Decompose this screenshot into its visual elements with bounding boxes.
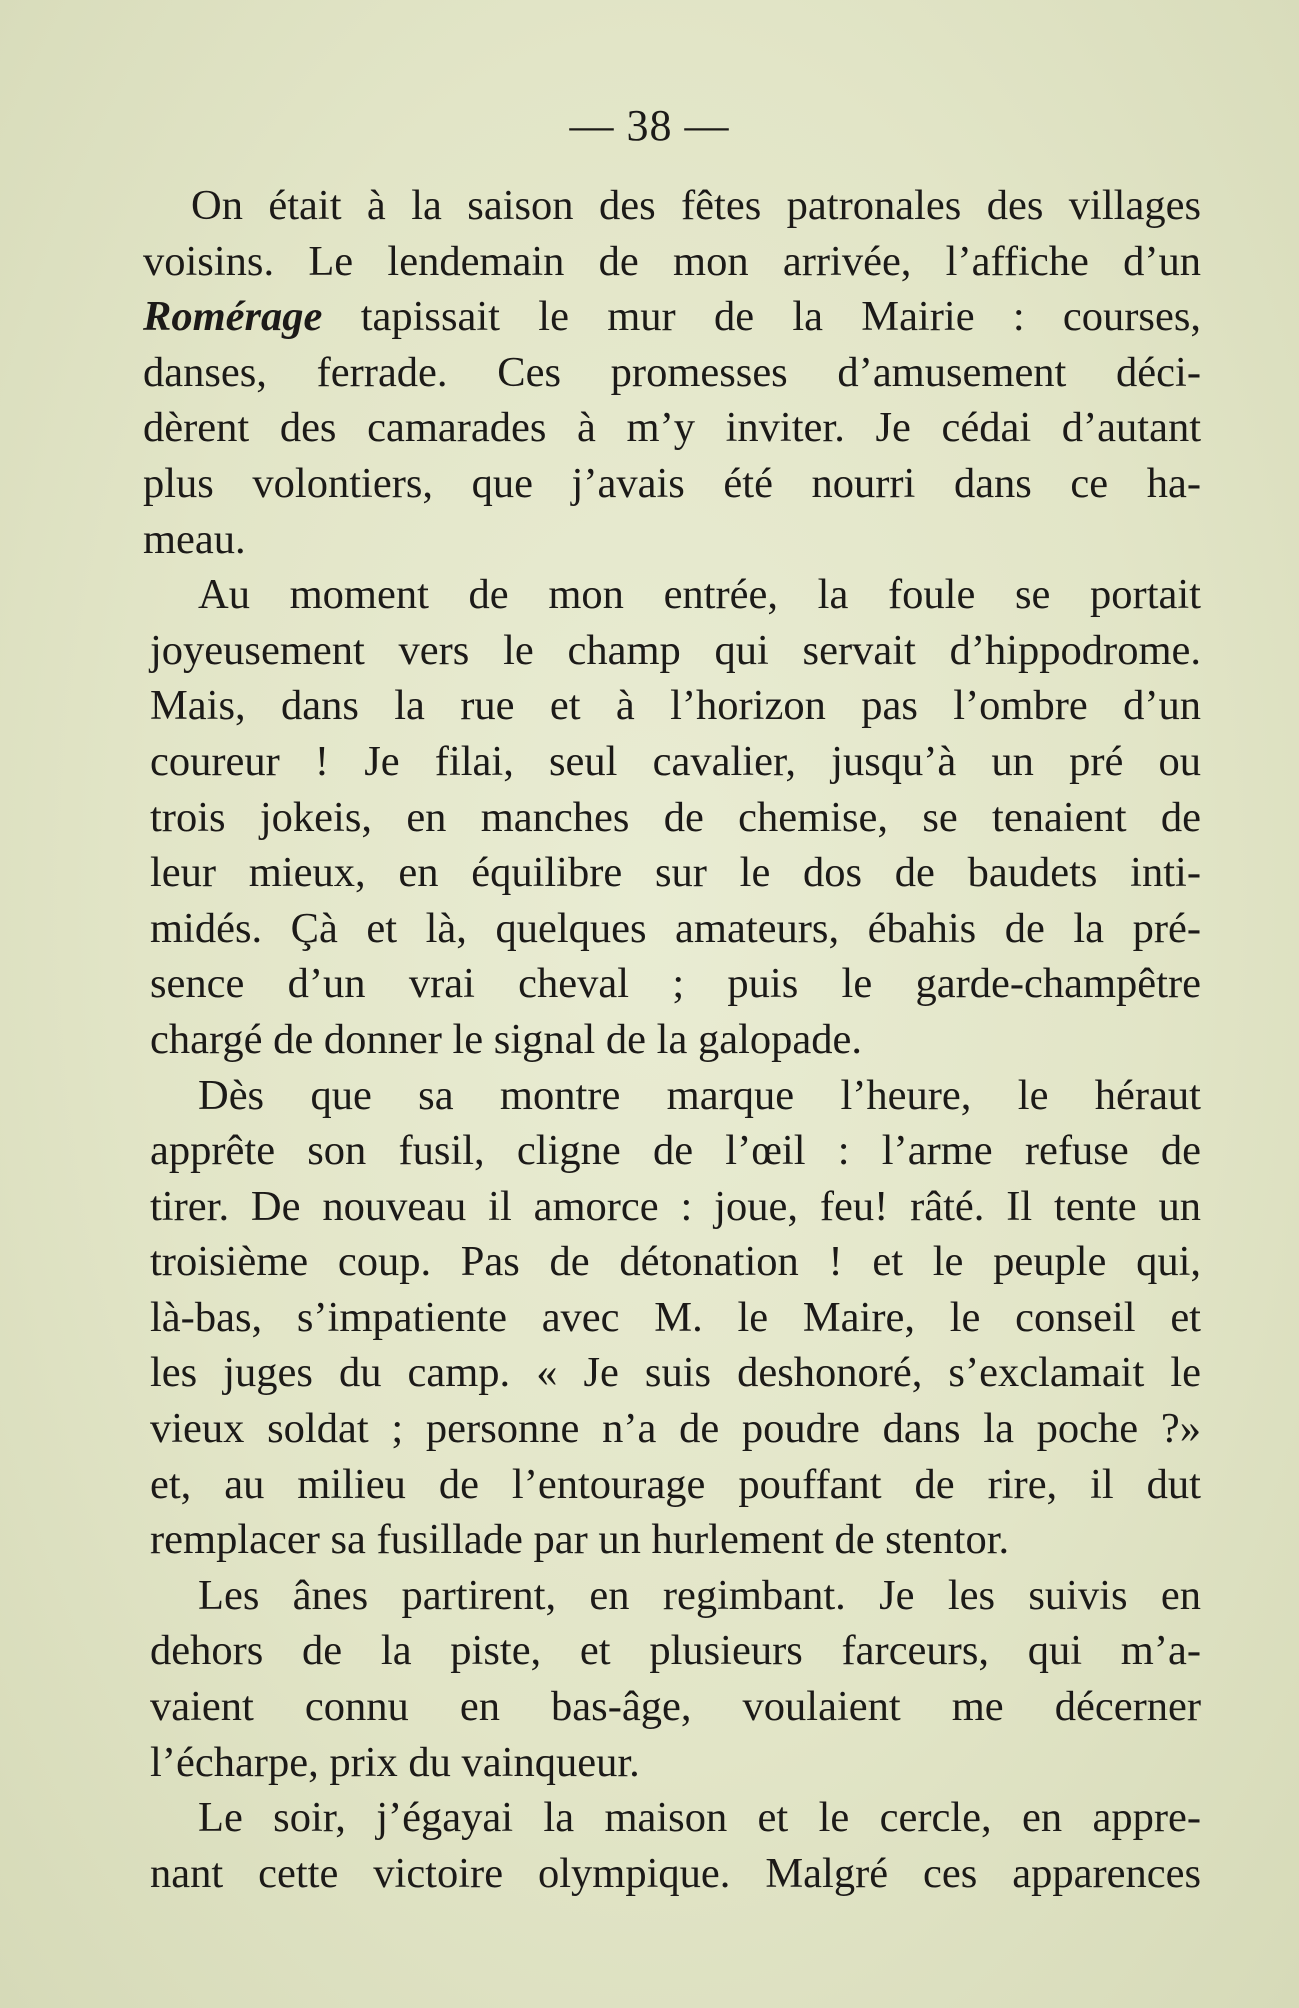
text-line: nant cette victoire olympique. Malgré ces apparences — [150, 1849, 1201, 1897]
page-number: — 38 — — [569, 101, 730, 150]
text-line: remplacer sa fusillade par un hurlement de stentor. — [150, 1516, 1010, 1564]
text-line: plus volontiers, que j’avais été nourri dans ce ha- — [143, 459, 1201, 507]
text-line: coureur ! Je filai, seul cavalier, jusqu’à un pré ou — [150, 737, 1201, 785]
text-line: trois jokeis, en manches de chemise, se tenaient de — [150, 793, 1201, 841]
text-line: dehors de la piste, et plusieurs farceurs, qui m’a- — [150, 1627, 1201, 1675]
text-line: apprête son fusil, cligne de l’œil : l’arme refuse de — [150, 1127, 1201, 1175]
text-line: joyeusement vers le champ qui servait d’hippodrome. — [150, 626, 1201, 674]
text-body — [98, 178, 1201, 1901]
text-line: Les ânes partirent, en regimbant. Je les suivis en — [198, 1571, 1201, 1619]
italic-word: Romérage — [143, 293, 323, 341]
text-line: Le soir, j’égayai la maison et le cercle, en appre- — [198, 1794, 1201, 1842]
text-line: les juges du camp. « Je suis deshonoré, s’exclamait le — [150, 1349, 1201, 1397]
paragraph-3 — [98, 1068, 1201, 1568]
text-line: vaient connu en bas-âge, voulaient me décerner — [150, 1683, 1201, 1731]
text-line: voisins. Le lendemain de mon arrivée, l’affiche d’un — [143, 237, 1201, 285]
text-line: chargé de donner le signal de la galopade. — [150, 1015, 862, 1063]
paragraph-1 — [98, 178, 1201, 567]
text-line: l’écharpe, prix du vainqueur. — [150, 1738, 640, 1786]
text-line: et, au milieu de l’entourage pouffant de rire, il dut — [150, 1460, 1201, 1508]
text-line: midés. Çà et là, quelques amateurs, ébahis de la pré- — [150, 904, 1201, 952]
text-line: leur mieux, en équilibre sur le dos de baudets inti- — [150, 849, 1201, 897]
text-line: Au moment de mon entrée, la foule se portait — [198, 571, 1201, 619]
paragraph-2 — [98, 567, 1201, 1067]
text-line: danses, ferrade. Ces promesses d’amusement déci- — [143, 348, 1201, 396]
text-line: Mais, dans la rue et à l’horizon pas l’ombre d’un — [150, 682, 1201, 730]
text-line: tirer. De nouveau il amorce : joue, feu! râté. Il tente un — [150, 1182, 1201, 1230]
text-line: Dès que sa montre marque l’heure, le héraut — [198, 1071, 1201, 1119]
text-line: troisième coup. Pas de détonation ! et le peuple qui, — [150, 1238, 1201, 1286]
text-line: tapissait le mur de la Mairie : courses, — [360, 293, 1201, 341]
paragraph-4 — [98, 1568, 1201, 1790]
text-line: sence d’un vrai cheval ; puis le garde-champêtre — [150, 960, 1201, 1008]
text-line: meau. — [143, 515, 246, 563]
paragraph-5 — [98, 1790, 1201, 1901]
text-line: là-bas, s’impatiente avec M. le Maire, le conseil et — [150, 1293, 1201, 1341]
text-line: vieux soldat ; personne n’a de poudre dans la poche ?» — [150, 1405, 1201, 1453]
text-line: dèrent des camarades à m’y inviter. Je cédai d’autant — [143, 404, 1201, 452]
text-line-with-italic — [98, 289, 1201, 345]
text-line: On était à la saison des fêtes patronales des villages — [191, 182, 1201, 229]
